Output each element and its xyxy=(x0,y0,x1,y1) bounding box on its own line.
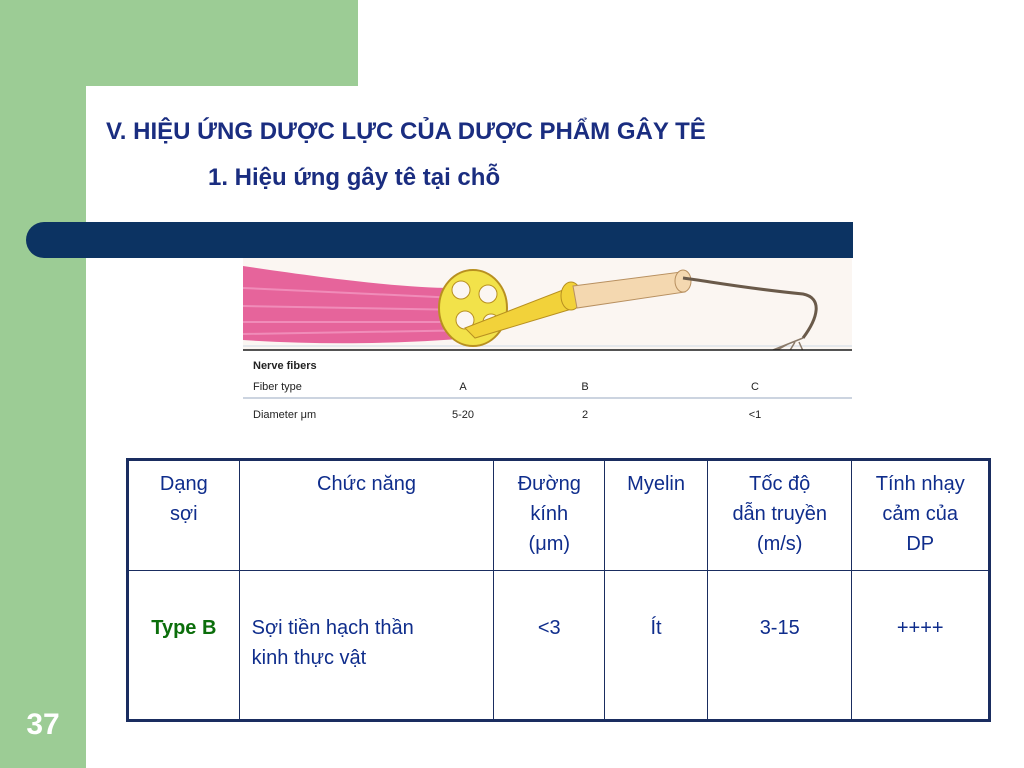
content-corner xyxy=(86,86,206,206)
page-number: 37 xyxy=(26,708,60,741)
table-row xyxy=(128,571,990,721)
header-cell: Tốc độ dẫn truyền (m/s) xyxy=(707,460,852,571)
myelin-cell: Ít xyxy=(605,571,708,721)
fiber-type-label: B xyxy=(581,381,589,393)
nerve-fiber-illustration xyxy=(243,258,852,426)
fiber-type-label: A xyxy=(459,381,467,393)
sensitivity-cell: ++++ xyxy=(852,571,990,721)
fiber-properties-table xyxy=(126,458,991,722)
header-cell: Đường kính (μm) xyxy=(494,460,605,571)
fiber-type-cell: Type B xyxy=(128,571,240,721)
top-green-band xyxy=(0,0,358,86)
header-cell: Dạng sợi xyxy=(128,460,240,571)
table-header-row xyxy=(128,460,990,571)
figure-row-label: Diameter μm xyxy=(253,409,317,421)
header-cell: Chức năng xyxy=(239,460,494,571)
figure-row-label: Fiber type xyxy=(253,381,302,393)
function-cell: Sợi tiền hạch thần kinh thực vật xyxy=(239,571,494,721)
fiber-diameter-value: <1 xyxy=(748,409,762,421)
slide-title: V. HIỆU ỨNG DƯỢC LỰC CỦA DƯỢC PHẨM GÂY TÊ xyxy=(106,118,706,145)
fiber-diameter-value: 2 xyxy=(581,409,589,421)
fiber-diameter-value: 5-20 xyxy=(451,409,475,421)
diameter-cell: <3 xyxy=(494,571,605,721)
speed-cell: 3-15 xyxy=(707,571,852,721)
left-green-band xyxy=(0,0,86,768)
slide-subtitle: 1. Hiệu ứng gây tê tại chỗ xyxy=(208,164,501,191)
figure-heading: Nerve fibers xyxy=(253,360,317,372)
header-cell: Tính nhạy cảm của DP xyxy=(852,460,990,571)
divider-bar xyxy=(26,222,853,258)
nerve-fiber-figure xyxy=(243,258,852,426)
fiber-type-label: C xyxy=(751,381,759,393)
header-cell: Myelin xyxy=(605,460,708,571)
